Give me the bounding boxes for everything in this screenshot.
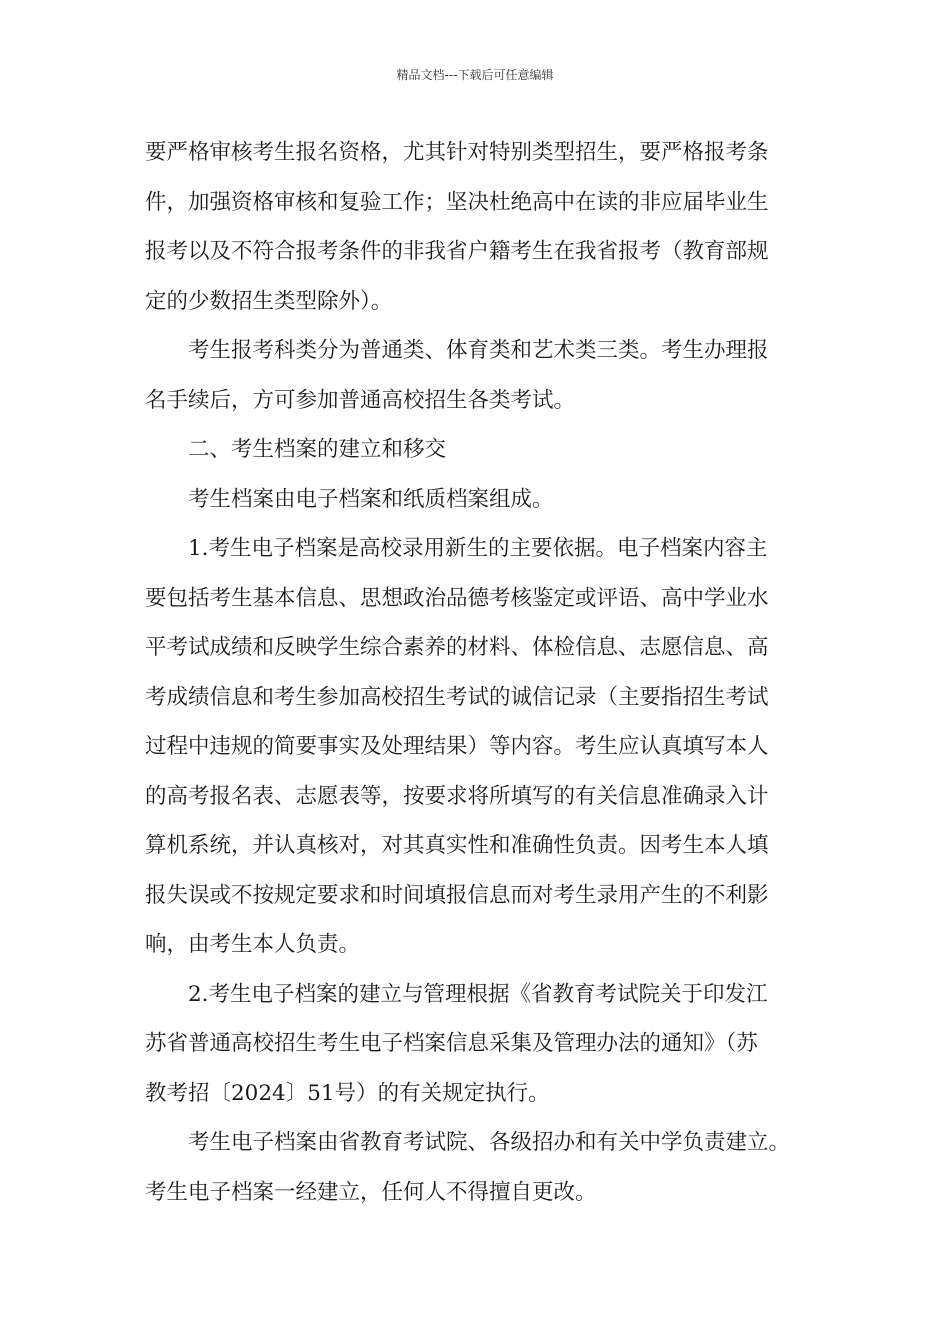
text-line: 报考以及不符合报考条件的非我省户籍考生在我省报考（教育部规 [145,239,769,264]
page-header: 精品文档---下载后可任意编辑 [396,68,554,82]
text-line: 二、考生档案的建立和移交 [188,437,447,462]
text-line: 平考试成绩和反映学生综合素养的材料、体检信息、志愿信息、高 [145,635,769,660]
text-line: 考生档案由电子档案和纸质档案组成。 [188,486,554,512]
text-line: 的高考报名表、志愿表等，按要求将所填写的有关信息准确录入计 [145,783,769,809]
text-line: 响，由考生本人负责。 [145,932,361,957]
text-line: 要严格审核考生报名资格，尤其针对特别类型招生，要严格报考条 [145,140,769,165]
text-line: 件，加强资格审核和复验工作；坚决杜绝高中在读的非应届毕业生 [145,189,769,215]
text-line: 考生电子档案一经建立，任何人不得擅自更改。 [145,1179,597,1205]
text-line: 算机系统，并认真核对，对其真实性和准确性负责。因考生本人填 [145,833,769,858]
text-line: 1.考生电子档案是高校录用新生的主要依据。电子档案内容主 [188,536,768,561]
text-line: 考生电子档案由省教育考试院、各级招办和有关中学负责建立。 [188,1130,791,1155]
text-line: 过程中违规的简要事实及处理结果）等内容。考生应认真填写本人 [145,734,769,759]
text-line: 教考招〔2024〕51号）的有关规定执行。 [145,1080,550,1106]
text-line: 报失误或不按规定要求和时间填报信息而对考生录用产生的不利影 [145,882,769,908]
text-line: 苏省普通高校招生考生电子档案信息采集及管理办法的通知》（苏 [145,1031,758,1056]
text-line: 要包括考生基本信息、思想政治品德考核鉴定或评语、高中学业水 [145,585,769,611]
text-line: 考生报考科类分为普通类、体育类和艺术类三类。考生办理报 [188,338,769,363]
text-line: 考成绩信息和考生参加高校招生考试的诚信记录（主要指招生考试 [145,684,769,710]
text-line: 名手续后，方可参加普通高校招生各类考试。 [145,387,576,413]
document-body [145,128,825,1217]
text-line: 定的少数招生类型除外）。 [145,288,393,314]
text-line: 2.考生电子档案的建立与管理根据《省教育考试院关于印发江 [188,981,768,1007]
